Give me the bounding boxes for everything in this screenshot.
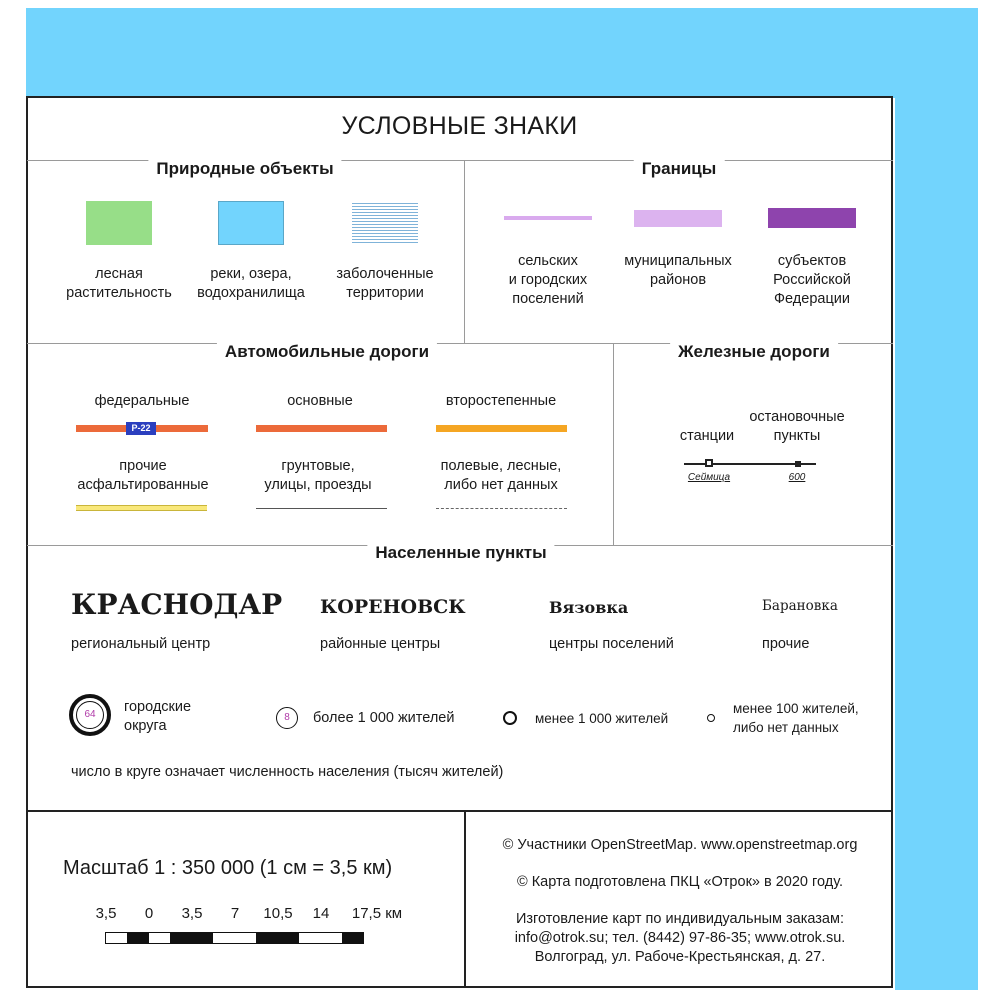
municipal-border-line — [634, 210, 722, 227]
secondary-road-line — [436, 425, 567, 432]
scale-segment — [320, 933, 341, 943]
federal-subject-border-line — [768, 208, 856, 228]
federal-road-caption: федеральные — [94, 393, 190, 409]
dirt-road-line — [256, 508, 387, 509]
municipal-border-caption: муниципальных районов — [624, 253, 732, 288]
urban-district-number: 64 — [76, 701, 104, 729]
station-name-label: Сеймица — [687, 472, 731, 483]
section-title-roads: Автомобильные дороги — [217, 342, 437, 362]
settlement-center-caption: центры поселений — [549, 636, 674, 652]
forest-caption: лесная растительность — [66, 266, 172, 301]
divider — [27, 810, 893, 812]
scale-tick-label: 7 — [230, 905, 240, 922]
divider — [613, 343, 614, 545]
scale-segment — [277, 933, 298, 943]
map-water-right — [895, 8, 978, 990]
scale-segment — [149, 933, 170, 943]
map-water-top — [26, 8, 978, 98]
scale-tick-label: 3,5 — [95, 905, 117, 922]
main-road-caption: основные — [287, 393, 353, 409]
water-swatch — [218, 201, 284, 245]
scale-tick-label: 10,5 — [263, 905, 293, 922]
field-road-caption: полевые, лесные, либо нет данных — [440, 458, 562, 493]
divider — [464, 160, 465, 343]
under-100-circle-icon — [707, 714, 715, 722]
rural-border-caption: сельских и городских поселений — [508, 253, 588, 307]
road-number-badge: Р-22 — [126, 422, 156, 435]
scale-segment — [235, 933, 256, 943]
divider — [464, 810, 466, 988]
district-center-name: КОРЕНОВСК — [320, 596, 466, 618]
stops-caption: остановочные пункты — [749, 409, 845, 444]
legend-title: УСЛОВНЫЕ ЗНАКИ — [341, 112, 578, 140]
osm-credit: © Участники OpenStreetMap. www.openstreetmap.org — [502, 837, 858, 853]
scale-tick-label: 14 — [312, 905, 330, 922]
urban-district-caption: городские округа — [124, 699, 192, 734]
other-settlement-name: Барановка — [762, 598, 838, 614]
settlement-center-name: Вязовка — [549, 598, 629, 617]
prepared-credit: © Карта подготовлена ПКЦ «Отрок» в 2020 году. — [516, 874, 844, 890]
regional-center-caption: региональный центр — [71, 636, 211, 652]
scale-segment — [299, 933, 320, 943]
station-marker — [705, 459, 713, 467]
main-road-line — [256, 425, 387, 432]
water-caption: реки, озера, водохранилища — [197, 266, 305, 301]
paved-road-caption: прочие асфальтированные — [77, 458, 209, 493]
section-title-settlements: Населенные пункты — [367, 543, 554, 563]
over-1000-circle-icon: 8 — [276, 707, 298, 729]
scale-tick-label: 0 — [144, 905, 154, 922]
scale-title: Масштаб 1 : 350 000 (1 см = 3,5 км) — [63, 857, 393, 879]
stations-caption: станции — [679, 428, 735, 444]
scale-segment — [213, 933, 234, 943]
scale-segment — [192, 933, 213, 943]
scale-segment — [106, 933, 127, 943]
scale-tick-label: 17,5 км — [351, 905, 403, 922]
paved-road-line — [76, 505, 207, 511]
swamp-caption: заболоченные территории — [336, 266, 434, 301]
rural-border-line — [504, 216, 592, 220]
orders-credit: Изготовление карт по индивидуальным заказам: info@otrok.su; тел. (8442) 97-86-35; www.otrok.su. Волгоград, ул. Рабоче-Крестьянская, д. 27. — [514, 911, 846, 965]
secondary-road-caption: второстепенные — [445, 393, 557, 409]
under-1000-circle-icon — [503, 711, 517, 725]
over-1000-caption: более 1 000 жителей — [313, 710, 455, 726]
population-note: число в круге означает численность населения (тысяч жителей) — [71, 764, 504, 780]
scale-tick-label: 3,5 — [181, 905, 203, 922]
stop-marker — [795, 461, 801, 467]
scale-segment — [127, 933, 148, 943]
under-1000-caption: менее 1 000 жителей — [535, 711, 669, 726]
scale-segment — [256, 933, 277, 943]
federal-subject-border-caption: субъектов Российской Федерации — [773, 253, 851, 307]
dirt-road-caption: грунтовые, улицы, проезды — [264, 458, 372, 493]
forest-swatch — [86, 201, 152, 245]
district-center-caption: районные центры — [320, 636, 441, 652]
scale-segment — [170, 933, 191, 943]
stop-name-label: 600 — [788, 472, 806, 483]
scale-segment — [342, 933, 363, 943]
swamp-swatch — [352, 201, 418, 245]
section-title-railways: Железные дороги — [670, 342, 838, 362]
regional-center-name: КРАСНОДАР — [71, 588, 283, 621]
under-100-caption: менее 100 жителей, либо нет данных — [733, 701, 859, 735]
section-title-natural: Природные объекты — [148, 159, 341, 179]
field-road-line — [436, 508, 567, 509]
scale-bar — [105, 932, 364, 944]
other-settlement-caption: прочие — [762, 636, 810, 652]
section-title-borders: Границы — [634, 159, 725, 179]
